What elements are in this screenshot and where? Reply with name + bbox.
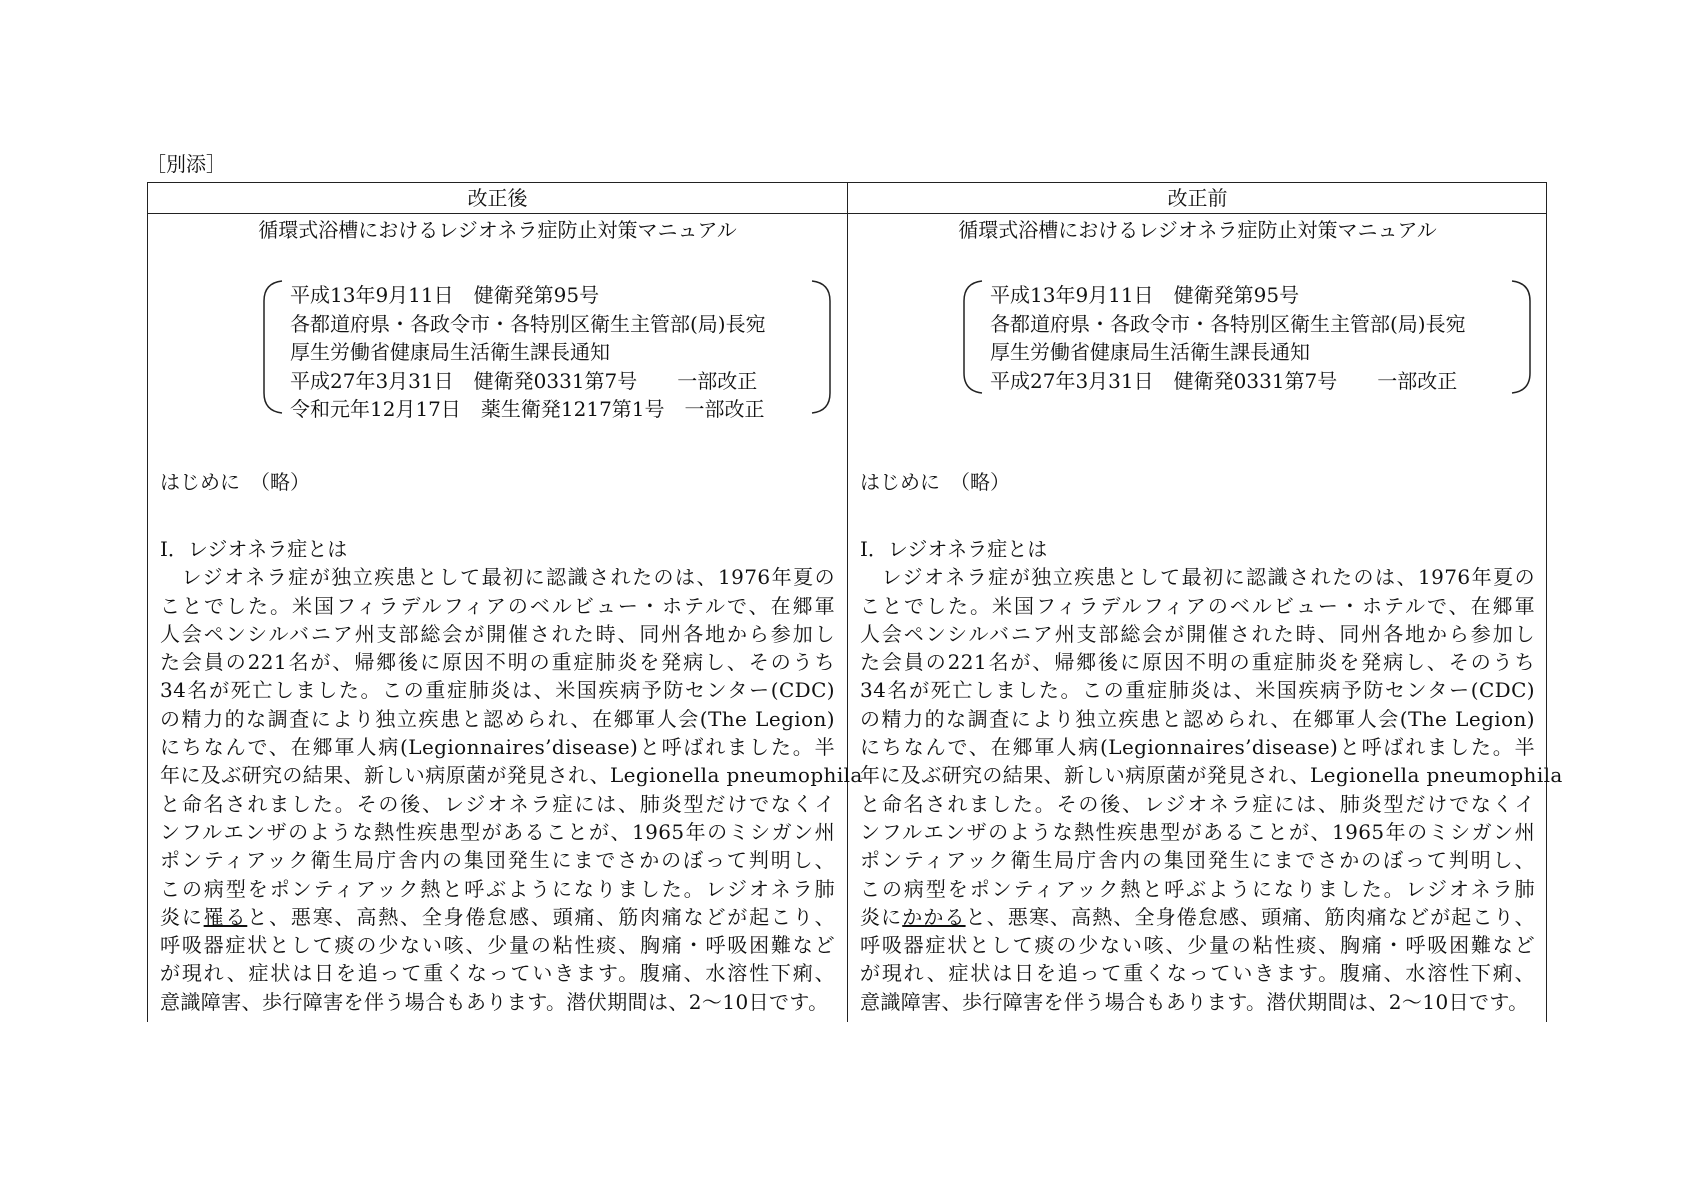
body-line: 意識障害、歩行障害を伴う場合もあります。潜伏期間は、2～10日です。 bbox=[860, 989, 1529, 1014]
notice-line: 平成27年3月31日 健衛発0331第7号 一部改正 bbox=[290, 368, 758, 393]
body-line: 呼吸器症状として痰の少ない咳、少量の粘性痰、胸痛・呼吸困難など bbox=[160, 933, 835, 958]
section-before bbox=[860, 535, 1563, 1016]
body-line-amended bbox=[160, 903, 835, 931]
column-header-before: 改正前 bbox=[1167, 186, 1228, 210]
body-line: 人会ペンシルバニア州支部総会が開催された時、同州各地から参加し bbox=[860, 621, 1535, 646]
notice-line: 平成13年9月11日 健衛発第95号 bbox=[990, 283, 1300, 307]
body-line: た会員の221名が、帰郷後に原因不明の重症肺炎を発病し、そのうち bbox=[160, 650, 835, 675]
body-line: 人会ペンシルバニア州支部総会が開催された時、同州各地から参加し bbox=[160, 621, 835, 646]
body-line: 年に及ぶ研究の結果、新しい病原菌が発見され、Legionella pneumophila bbox=[860, 763, 1563, 788]
text: と、悪寒、高熱、全身倦怠感、頭痛、筋肉痛などが起こり、 bbox=[965, 904, 1535, 929]
notice-block-before bbox=[960, 279, 1534, 395]
notice-line: 平成13年9月11日 健衛発第95号 bbox=[290, 283, 600, 307]
intro-after: はじめに （略） bbox=[160, 470, 310, 494]
text: 炎に bbox=[860, 904, 903, 929]
body-line: と命名されました。その後、レジオネラ症には、肺炎型だけでなくイ bbox=[860, 791, 1535, 816]
column-after bbox=[148, 183, 863, 1022]
body-line: ポンティアック衛生局庁舎内の集団発生にまでさかのぼって判明し、 bbox=[860, 848, 1535, 873]
body-line: 34名が死亡しました。この重症肺炎は、米国疾病予防センター(CDC) bbox=[160, 678, 835, 703]
body-line: ンフルエンザのような熱性疾患型があることが、1965年のミシガン州 bbox=[860, 819, 1535, 844]
body-line: この病型をポンティアック熱と呼ぶようになりました。レジオネラ肺 bbox=[160, 876, 835, 901]
text: と、悪寒、高熱、全身倦怠感、頭痛、筋肉痛などが起こり、 bbox=[247, 904, 835, 929]
body-line: が現れ、症状は日を追って重くなっていきます。腹痛、水溶性下痢、 bbox=[860, 961, 1535, 986]
section-body bbox=[160, 563, 863, 1016]
body-line: が現れ、症状は日を追って重くなっていきます。腹痛、水溶性下痢、 bbox=[160, 961, 835, 986]
body-line: にちなんで、在郷軍人病(Legionnaires’disease)と呼ばれました。半 bbox=[160, 735, 835, 760]
section-body bbox=[860, 563, 1563, 1016]
column-header-after: 改正後 bbox=[467, 186, 528, 210]
notice-line: 厚生労働省健康局生活衛生課長通知 bbox=[290, 340, 610, 365]
body-line: 34名が死亡しました。この重症肺炎は、米国疾病予防センター(CDC) bbox=[860, 678, 1535, 703]
section-title: Ⅰ．レジオネラ症とは bbox=[860, 537, 1048, 561]
notice-line: 各都道府県・各政令市・各特別区衛生主管部(局)長宛 bbox=[290, 311, 766, 336]
body-line: ことでした。米国フィラデルフィアのベルビュー・ホテルで、在郷軍 bbox=[860, 593, 1535, 618]
intro-before: はじめに （略） bbox=[860, 470, 1010, 494]
notice-line: 平成27年3月31日 健衛発0331第7号 一部改正 bbox=[990, 368, 1458, 393]
body-line: た会員の221名が、帰郷後に原因不明の重症肺炎を発病し、そのうち bbox=[860, 650, 1535, 675]
manual-title-after: 循環式浴槽におけるレジオネラ症防止対策マニュアル bbox=[258, 218, 737, 242]
body-line: 年に及ぶ研究の結果、新しい病原菌が発見され、Legionella pneumophila bbox=[160, 763, 863, 788]
body-line: の精力的な調査により独立疾患と認められ、在郷軍人会(The Legion) bbox=[860, 706, 1535, 731]
text: 炎に bbox=[160, 904, 204, 929]
body-line: と命名されました。その後、レジオネラ症には、肺炎型だけでなくイ bbox=[160, 791, 835, 816]
attachment-label: ［別添］ bbox=[146, 152, 226, 176]
notice-line: 厚生労働省健康局生活衛生課長通知 bbox=[990, 340, 1310, 365]
notice-line: 令和元年12月17日 薬生衛発1217第1号 一部改正 bbox=[290, 397, 765, 422]
body-line: レジオネラ症が独立疾患として最初に認識されたのは、1976年夏の bbox=[160, 565, 835, 590]
body-line: 意識障害、歩行障害を伴う場合もあります。潜伏期間は、2～10日です。 bbox=[160, 989, 829, 1014]
body-line: ンフルエンザのような熱性疾患型があることが、1965年のミシガン州 bbox=[160, 819, 835, 844]
body-line: ことでした。米国フィラデルフィアのベルビュー・ホテルで、在郷軍 bbox=[160, 593, 835, 618]
body-line: にちなんで、在郷軍人病(Legionnaires’disease)と呼ばれました。半 bbox=[860, 735, 1535, 760]
manual-title-before: 循環式浴槽におけるレジオネラ症防止対策マニュアル bbox=[958, 218, 1437, 242]
body-line: の精力的な調査により独立疾患と認められ、在郷軍人会(The Legion) bbox=[160, 706, 835, 731]
body-line: レジオネラ症が独立疾患として最初に認識されたのは、1976年夏の bbox=[860, 565, 1535, 590]
column-before bbox=[848, 183, 1563, 1022]
amended-text: かかる bbox=[902, 904, 966, 929]
body-line: ポンティアック衛生局庁舎内の集団発生にまでさかのぼって判明し、 bbox=[160, 848, 835, 873]
amended-text: 罹る bbox=[203, 904, 248, 929]
body-line-amended bbox=[860, 903, 1535, 931]
section-title: Ⅰ．レジオネラ症とは bbox=[160, 537, 348, 561]
notice-line: 各都道府県・各政令市・各特別区衛生主管部(局)長宛 bbox=[990, 311, 1466, 336]
section-after bbox=[160, 535, 863, 1016]
comparison-table bbox=[147, 182, 1563, 1022]
notice-block-after bbox=[260, 279, 834, 422]
body-line: 呼吸器症状として痰の少ない咳、少量の粘性痰、胸痛・呼吸困難など bbox=[860, 933, 1535, 958]
body-line: この病型をポンティアック熱と呼ぶようになりました。レジオネラ肺 bbox=[860, 876, 1535, 901]
